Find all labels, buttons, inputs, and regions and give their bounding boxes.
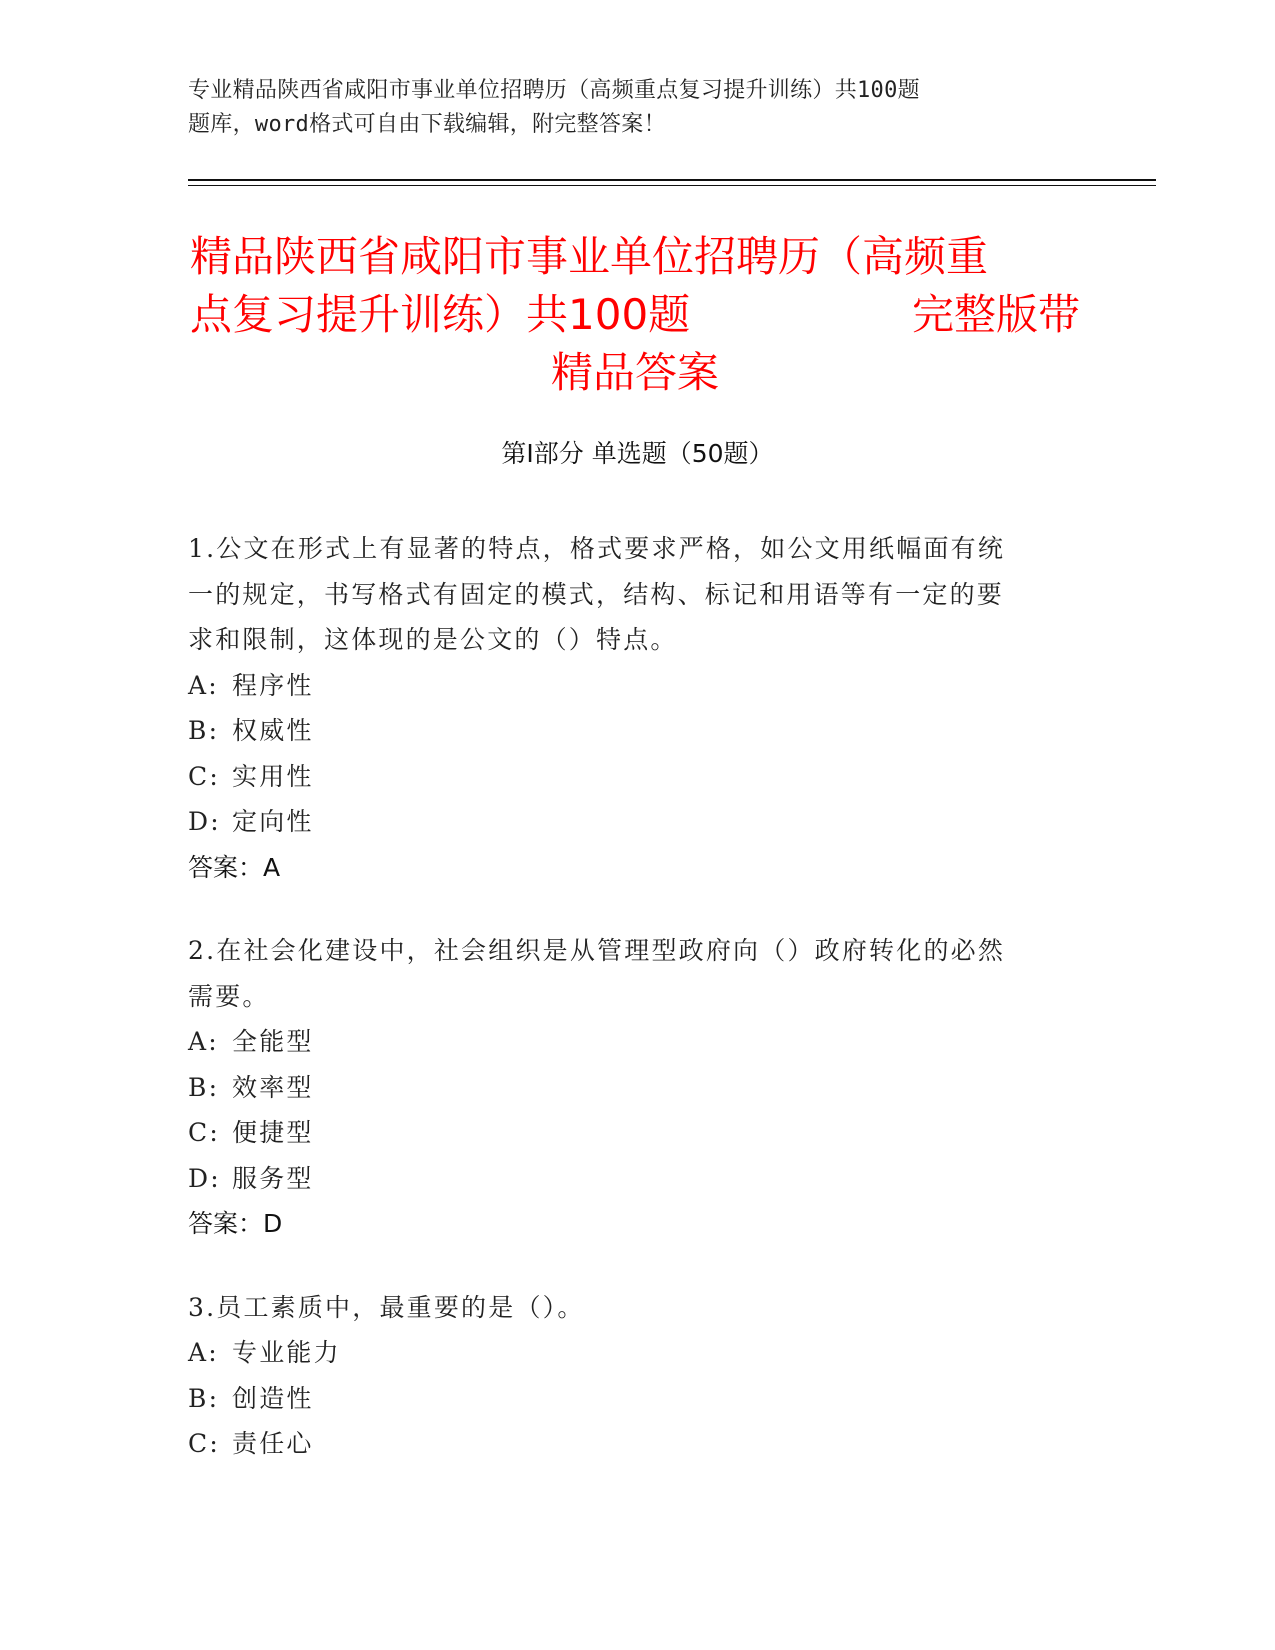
option-c [188, 754, 1068, 800]
option-c [188, 1110, 1068, 1156]
header-rule-thin [188, 185, 1156, 186]
title-line-2-left: 点复习提升训练）共100题 [190, 290, 691, 339]
title-line-2-right: 完整版带 [911, 290, 1080, 339]
option-key: D: [188, 1163, 221, 1193]
option-text: 效率型 [232, 1072, 314, 1102]
header-note [188, 74, 1048, 142]
option-a [188, 1330, 1068, 1376]
option-text: 实用性 [232, 761, 314, 791]
option-text: 便捷型 [232, 1118, 314, 1147]
option-text: 服务型 [232, 1163, 314, 1193]
document-title [190, 228, 1080, 402]
option-text: 专业能力 [232, 1338, 341, 1367]
option-text: 全能型 [232, 1027, 314, 1056]
option-b [188, 1065, 1068, 1111]
question-2 [188, 928, 1068, 1247]
option-text: 责任心 [232, 1429, 314, 1458]
option-key: D: [188, 807, 221, 836]
question-stem [188, 1285, 1068, 1331]
header-rule-thick [188, 179, 1156, 181]
option-text: 定向性 [232, 807, 314, 836]
title-line-1: 精品陕西省咸阳市事业单位招聘历（高频重 [190, 232, 989, 281]
header-note-line-2: 题库，word格式可自由下载编辑，附完整答案！ [188, 112, 666, 137]
question-list [188, 526, 1068, 1505]
question-3 [188, 1285, 1068, 1467]
question-stem [188, 526, 1068, 663]
question-stem-line: 需要。 [188, 981, 270, 1011]
question-stem-line: 2.在社会化建设中，社会组织是从管理型政府向（）政府转化的必然 [188, 936, 1006, 965]
title-line-2 [190, 286, 1080, 344]
answer: 答案：A [188, 852, 281, 882]
option-key: A: [188, 1338, 219, 1367]
question-stem-line: 1.公文在形式上有显著的特点，格式要求严格，如公文用纸幅面有统 [188, 534, 1006, 563]
option-key: C: [188, 761, 220, 791]
option-a [188, 1019, 1068, 1065]
answer: 答案：D [188, 1209, 283, 1238]
question-stem [188, 928, 1068, 1019]
option-d [188, 1156, 1068, 1202]
option-b [188, 1376, 1068, 1422]
option-key: A: [188, 1027, 219, 1056]
question-1 [188, 526, 1068, 890]
question-stem-line: 求和限制，这体现的是公文的（）特点。 [188, 625, 678, 654]
option-a [188, 663, 1068, 709]
option-d [188, 799, 1068, 845]
section-title: 第Ⅰ部分 单选题（50题） [501, 439, 774, 468]
option-key: B: [188, 716, 220, 745]
title-line-3: 精品答案 [550, 348, 719, 397]
option-key: B: [188, 1383, 220, 1413]
option-text: 创造性 [232, 1383, 314, 1413]
option-c [188, 1421, 1068, 1467]
option-b [188, 708, 1068, 754]
option-key: C: [188, 1429, 220, 1458]
question-stem-line: 3.员工素质中，最重要的是（）。 [188, 1292, 585, 1322]
option-text: 程序性 [232, 670, 314, 700]
question-stem-line: 一的规定，书写格式有固定的模式，结构、标记和用语等有一定的要 [188, 579, 1005, 609]
option-text: 权威性 [232, 716, 314, 745]
option-key: A: [188, 670, 219, 700]
option-key: C: [188, 1118, 220, 1147]
option-key: B: [188, 1072, 220, 1102]
header-note-line-1: 专业精品陕西省咸阳市事业单位招聘历（高频重点复习提升训练）共100题 [188, 78, 920, 103]
